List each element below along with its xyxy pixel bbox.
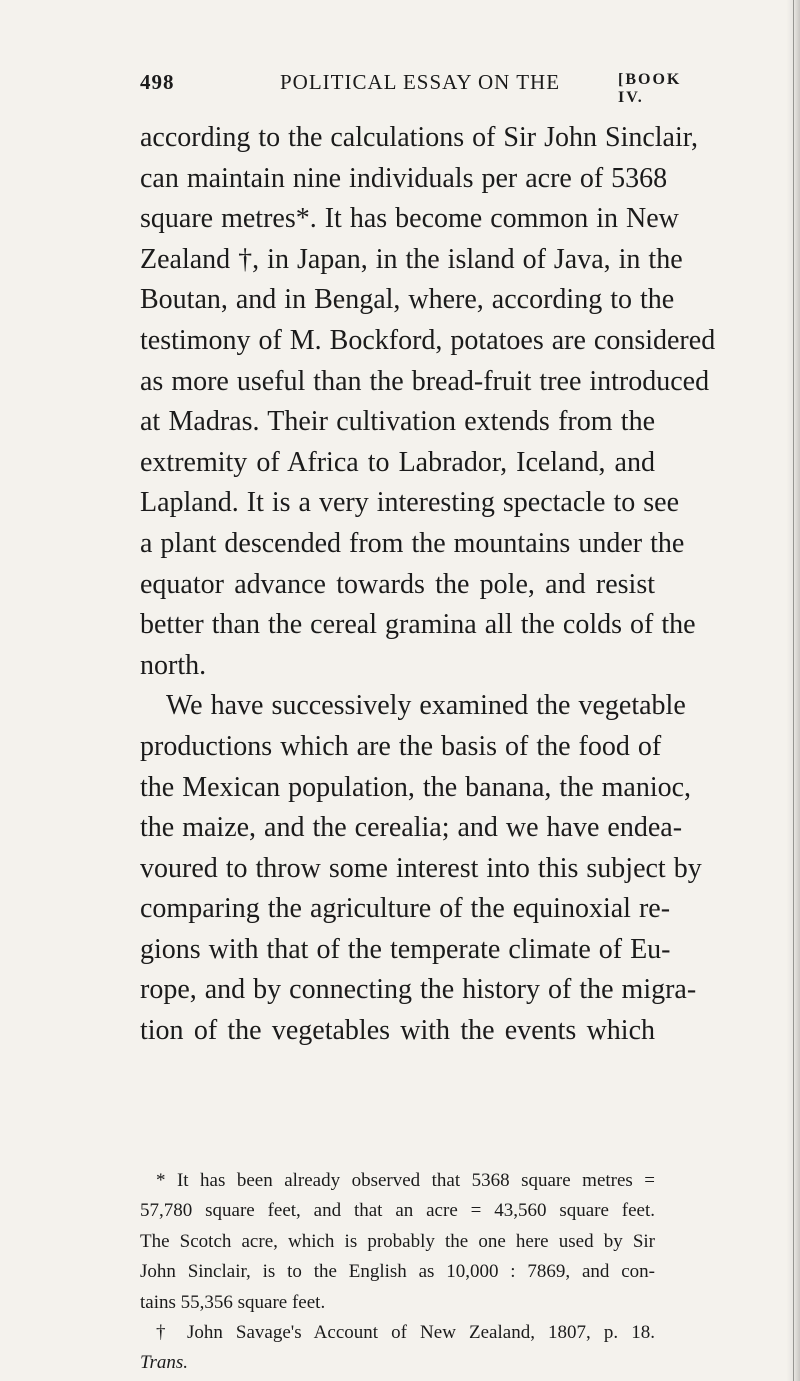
body-line: a plant descended from the mountains under the: [140, 527, 685, 559]
body-line: rope, and by connecting the history of the migra-: [140, 974, 697, 1006]
running-header: [140, 70, 682, 106]
page-edge-line: [793, 0, 794, 1381]
body-line: can maintain nine individuals per acre of 5368: [140, 162, 668, 194]
body-line: gions with that of the temperate climate of Eu-: [140, 933, 671, 965]
body-line: testimony of M. Bockford, potatoes are considered: [140, 324, 716, 356]
body-line: square metres*. It has become common in New: [140, 203, 679, 235]
body-line: equator advance towards the pole, and resist: [140, 568, 655, 600]
footnote-line: The Scotch acre, which is probably the one here used by Sir: [140, 1230, 655, 1252]
body-line: better than the cereal gramina all the colds of the: [140, 609, 696, 641]
body-line: tion of the vegetables with the events which: [140, 1015, 655, 1047]
body-line: the Mexican population, the banana, the manioc,: [140, 771, 692, 803]
body-line: extremity of Africa to Labrador, Iceland, and: [140, 446, 655, 478]
body-line: north.: [140, 649, 207, 681]
body-line: voured to throw some interest into this subject by: [140, 852, 702, 884]
body-line: at Madras. Their cultivation extends from the: [140, 406, 655, 438]
body-line: productions which are the basis of the food of: [140, 730, 662, 762]
body-line: Boutan, and in Bengal, where, according to the: [140, 284, 675, 316]
footnotes: [140, 1166, 655, 1379]
running-title: POLITICAL ESSAY ON THE: [280, 70, 561, 94]
footnote-line: John Sinclair, is to the English as 10,000 : 7869, and con-: [140, 1261, 655, 1283]
body-line: Zealand †, in Japan, in the island of Java, in the: [140, 243, 683, 275]
body-line: according to the calculations of Sir John Sinclair,: [140, 122, 698, 153]
body-line: the maize, and the cerealia; and we have endea-: [140, 812, 683, 844]
body-line: Lapland. It is a very interesting spectacle to see: [140, 487, 680, 519]
body-line: comparing the agriculture of the equinoxial re-: [140, 893, 671, 925]
body-line: as more useful than the bread-fruit tree introduced: [140, 365, 710, 397]
paragraph-start-line: We have successively examined the vegetable: [166, 690, 686, 722]
footnote-line: 57,780 square feet, and that an acre = 43,560 square feet.: [140, 1200, 655, 1222]
footnote-line: * It has been already observed that 5368 square metres =: [156, 1170, 655, 1191]
footnote-line: † John Savage's Account of New Zealand, 1807, p. 18.: [156, 1321, 655, 1343]
body-text: [140, 118, 716, 1052]
footnote-line: tains 55,356 square feet.: [140, 1291, 326, 1313]
footnote-trans-mark: Trans.: [140, 1352, 189, 1374]
page-number: 498: [140, 70, 175, 94]
book-reference: [BOOK IV.: [618, 71, 682, 106]
